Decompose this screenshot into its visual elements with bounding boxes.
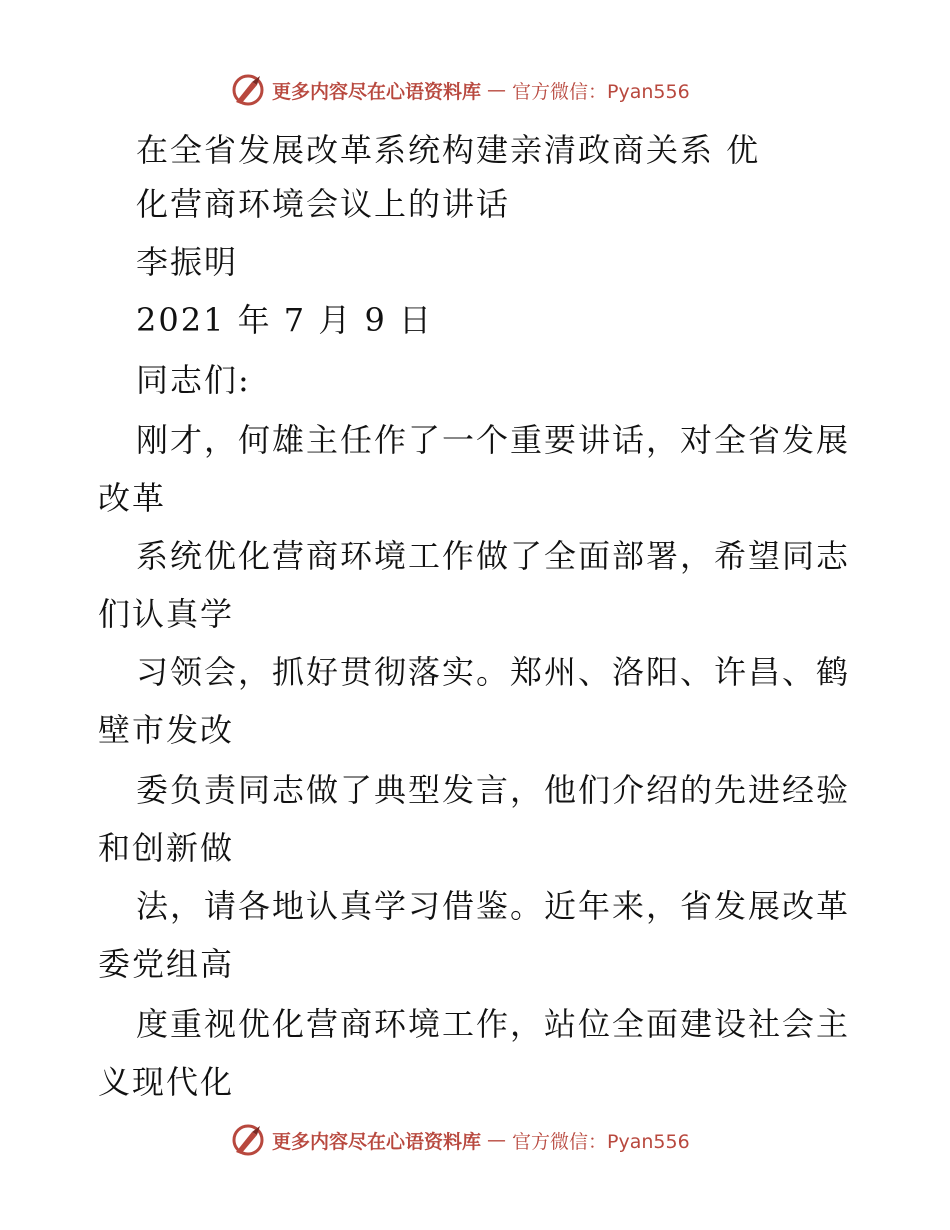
watermark-separator: — (487, 79, 507, 101)
watermark-contact: 官方微信：Pyan556 (512, 1130, 690, 1153)
watermark-contact: 官方微信：Pyan556 (512, 80, 690, 103)
paragraph-line: 度重视优化营商环境工作，站位全面建设社会主 (136, 1005, 851, 1043)
paragraph-line: 壁市发改 (98, 711, 235, 749)
document-title-line-2: 化营商环境会议上的讲话 (136, 185, 511, 223)
paragraph-line: 们认真学 (98, 595, 235, 633)
watermark-brand: 更多内容尽在心语资料库 (272, 1130, 482, 1153)
document-date: 2021 年 7 月 9 日 (136, 301, 434, 339)
watermark-banner-top (230, 70, 730, 110)
paragraph-line: 系统优化营商环境工作做了全面部署，希望同志 (136, 537, 851, 575)
paragraph-line: 委负责同志做了典型发言，他们介绍的先进经验 (136, 771, 851, 809)
quill-logo-icon (230, 72, 266, 108)
paragraph-line: 刚才，何雄主任作了一个重要讲话，对全省发展 (136, 421, 851, 459)
document-salutation: 同志们: (136, 361, 251, 399)
watermark-brand: 更多内容尽在心语资料库 (272, 80, 482, 103)
watermark-banner-bottom (230, 1120, 730, 1160)
quill-logo-icon (230, 1122, 266, 1158)
paragraph-line: 改革 (98, 479, 167, 517)
paragraph-line: 习领会，抓好贯彻落实。郑州、洛阳、许昌、鹤 (136, 653, 851, 691)
document-author: 李振明 (136, 243, 239, 281)
paragraph-line: 法，请各地认真学习借鉴。近年来，省发展改革 (136, 887, 851, 925)
document-title-line-1: 在全省发展改革系统构建亲清政商关系 优 (136, 131, 761, 169)
paragraph-line: 义现代化 (98, 1063, 235, 1101)
watermark-separator: — (487, 1129, 507, 1151)
paragraph-line: 和创新做 (98, 829, 235, 867)
paragraph-line: 委党组高 (98, 945, 235, 983)
